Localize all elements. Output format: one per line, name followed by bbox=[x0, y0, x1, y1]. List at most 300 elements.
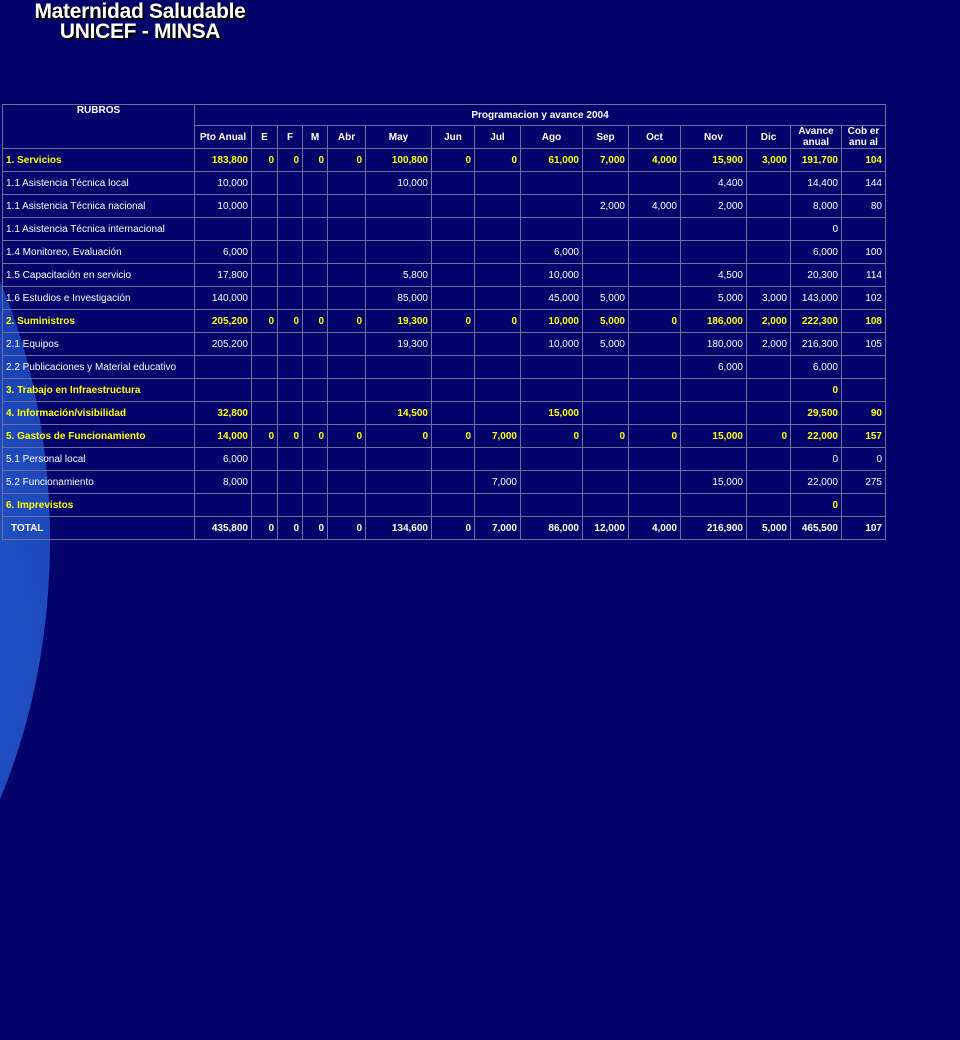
table-cell bbox=[432, 333, 475, 356]
table-cell bbox=[432, 471, 475, 494]
table-cell: 22,000 bbox=[791, 471, 842, 494]
table-cell bbox=[432, 218, 475, 241]
table-cell: 0 bbox=[475, 149, 521, 172]
table-cell bbox=[303, 471, 328, 494]
table-cell: 0 bbox=[475, 310, 521, 333]
table-cell: 45,000 bbox=[521, 287, 583, 310]
table-cell bbox=[583, 448, 629, 471]
row-label: 1.5 Capacitación en servicio bbox=[3, 264, 195, 287]
table-cell bbox=[475, 448, 521, 471]
table-cell bbox=[303, 379, 328, 402]
table-cell: 85,000 bbox=[366, 287, 432, 310]
column-header: M bbox=[303, 126, 328, 149]
table-cell bbox=[252, 402, 278, 425]
table-cell bbox=[475, 241, 521, 264]
table-cell bbox=[747, 402, 791, 425]
table-cell: 0 bbox=[328, 149, 366, 172]
table-row bbox=[3, 425, 886, 448]
table-cell bbox=[252, 241, 278, 264]
table-cell: 10,000 bbox=[521, 333, 583, 356]
table-cell bbox=[278, 195, 303, 218]
group-header: Programacion y avance 2004 bbox=[195, 105, 886, 126]
table-cell: 15,000 bbox=[521, 402, 583, 425]
table-cell bbox=[583, 218, 629, 241]
table-cell bbox=[475, 287, 521, 310]
table-cell bbox=[252, 494, 278, 517]
table-cell bbox=[328, 494, 366, 517]
table-cell bbox=[681, 218, 747, 241]
table-cell bbox=[747, 379, 791, 402]
table-cell: 0 bbox=[583, 425, 629, 448]
table-cell: 0 bbox=[842, 448, 886, 471]
table-row bbox=[3, 264, 886, 287]
table-cell: 0 bbox=[629, 310, 681, 333]
table-cell bbox=[278, 172, 303, 195]
table-cell bbox=[521, 195, 583, 218]
table-cell bbox=[432, 402, 475, 425]
column-header: Sep bbox=[583, 126, 629, 149]
table-cell: 108 bbox=[842, 310, 886, 333]
table-cell bbox=[432, 494, 475, 517]
table-cell: 8,000 bbox=[195, 471, 252, 494]
table-cell: 0 bbox=[252, 425, 278, 448]
table-cell: 15,000 bbox=[681, 425, 747, 448]
table-cell: 0 bbox=[328, 425, 366, 448]
table-cell bbox=[252, 172, 278, 195]
table-cell: 216,900 bbox=[681, 517, 747, 540]
page-title bbox=[0, 2, 280, 42]
table-cell: 86,000 bbox=[521, 517, 583, 540]
table-cell: 107 bbox=[842, 517, 886, 540]
table-cell bbox=[195, 356, 252, 379]
table-cell bbox=[629, 333, 681, 356]
table-cell bbox=[303, 402, 328, 425]
table-cell: 10,000 bbox=[366, 172, 432, 195]
table-cell: 6,000 bbox=[791, 356, 842, 379]
table-cell: 180,000 bbox=[681, 333, 747, 356]
table-cell: 32,800 bbox=[195, 402, 252, 425]
table-cell bbox=[366, 195, 432, 218]
table-cell: 4,000 bbox=[629, 149, 681, 172]
column-header: Ago bbox=[521, 126, 583, 149]
table-cell bbox=[432, 356, 475, 379]
column-header: E bbox=[252, 126, 278, 149]
table-row bbox=[3, 172, 886, 195]
row-label: 2.2 Publicaciones y Material educativo bbox=[3, 356, 195, 379]
table-cell bbox=[475, 494, 521, 517]
table-row bbox=[3, 149, 886, 172]
table-cell: 216,300 bbox=[791, 333, 842, 356]
column-header: Nov bbox=[681, 126, 747, 149]
row-label: 2. Suministros bbox=[3, 310, 195, 333]
table-cell bbox=[303, 333, 328, 356]
table-cell bbox=[583, 264, 629, 287]
table-cell: 7,000 bbox=[475, 425, 521, 448]
table-cell bbox=[366, 356, 432, 379]
table-cell bbox=[252, 218, 278, 241]
table-cell: 5,000 bbox=[583, 287, 629, 310]
table-cell bbox=[747, 448, 791, 471]
table-cell bbox=[583, 241, 629, 264]
row-label: 5.2 Funcionamiento bbox=[3, 471, 195, 494]
table-cell: 205,200 bbox=[195, 333, 252, 356]
table-cell: 0 bbox=[303, 310, 328, 333]
row-label: 5. Gastos de Funcionamiento bbox=[3, 425, 195, 448]
table-cell: 90 bbox=[842, 402, 886, 425]
table-cell: 14,400 bbox=[791, 172, 842, 195]
table-cell bbox=[747, 195, 791, 218]
table-cell bbox=[303, 241, 328, 264]
table-cell: 14,500 bbox=[366, 402, 432, 425]
row-label: 1.4 Monitoreo, Evaluación bbox=[3, 241, 195, 264]
table-cell bbox=[278, 264, 303, 287]
table-cell: 0 bbox=[252, 310, 278, 333]
table-cell: 0 bbox=[432, 425, 475, 448]
table-cell: 7,000 bbox=[475, 517, 521, 540]
table-cell: 2,000 bbox=[747, 310, 791, 333]
table-cell: 10,000 bbox=[521, 310, 583, 333]
table-cell: 0 bbox=[432, 149, 475, 172]
table-cell: 435,800 bbox=[195, 517, 252, 540]
column-header: Pto Anual bbox=[195, 126, 252, 149]
row-label: 1.6 Estudios e Investigación bbox=[3, 287, 195, 310]
column-header: Jun bbox=[432, 126, 475, 149]
table-cell: 5,000 bbox=[583, 310, 629, 333]
table-row bbox=[3, 218, 886, 241]
table-cell: 8,000 bbox=[791, 195, 842, 218]
column-header: Avance anual bbox=[791, 126, 842, 149]
row-label: 1.1 Asistencia Técnica local bbox=[3, 172, 195, 195]
table-cell: 4,400 bbox=[681, 172, 747, 195]
row-label: 5.1 Personal local bbox=[3, 448, 195, 471]
table-cell bbox=[303, 172, 328, 195]
table-cell: 205,200 bbox=[195, 310, 252, 333]
table-cell bbox=[747, 471, 791, 494]
table-cell bbox=[366, 379, 432, 402]
table-cell bbox=[278, 448, 303, 471]
table-cell: 80 bbox=[842, 195, 886, 218]
row-label: 4. Información/visibilidad bbox=[3, 402, 195, 425]
table-cell bbox=[195, 379, 252, 402]
table-cell: 0 bbox=[791, 448, 842, 471]
table-cell: 6,000 bbox=[521, 241, 583, 264]
table-cell bbox=[681, 448, 747, 471]
table-cell: 0 bbox=[278, 425, 303, 448]
table-cell: 0 bbox=[252, 517, 278, 540]
table-cell: 19,300 bbox=[366, 310, 432, 333]
table-cell bbox=[252, 356, 278, 379]
table-cell bbox=[328, 333, 366, 356]
table-cell bbox=[432, 195, 475, 218]
title-line-2: UNICEF - MINSA bbox=[59, 20, 221, 43]
table-cell: 6,000 bbox=[195, 448, 252, 471]
table-cell bbox=[366, 241, 432, 264]
table-cell: 465,500 bbox=[791, 517, 842, 540]
table-cell: 0 bbox=[432, 310, 475, 333]
table-cell bbox=[366, 448, 432, 471]
row-label: TOTAL bbox=[3, 517, 195, 540]
table-cell bbox=[747, 356, 791, 379]
table-cell: 0 bbox=[791, 494, 842, 517]
table-cell bbox=[521, 471, 583, 494]
table-cell bbox=[747, 494, 791, 517]
table-cell: 102 bbox=[842, 287, 886, 310]
table-cell bbox=[475, 356, 521, 379]
table-cell bbox=[681, 494, 747, 517]
table-cell: 275 bbox=[842, 471, 886, 494]
table-cell bbox=[328, 195, 366, 218]
table-cell bbox=[195, 494, 252, 517]
row-label: 3. Trabajo en Infraestructura bbox=[3, 379, 195, 402]
table-cell: 12,000 bbox=[583, 517, 629, 540]
row-label: 2.1 Equipos bbox=[3, 333, 195, 356]
row-label: 6. Imprevistos bbox=[3, 494, 195, 517]
table-row bbox=[3, 471, 886, 494]
table-cell bbox=[629, 172, 681, 195]
table-row bbox=[3, 379, 886, 402]
table-row bbox=[3, 494, 886, 517]
table-cell: 2,000 bbox=[747, 333, 791, 356]
row-label: 1.1 Asistencia Técnica nacional bbox=[3, 195, 195, 218]
table-cell bbox=[366, 218, 432, 241]
table-cell: 6,000 bbox=[195, 241, 252, 264]
table-cell bbox=[328, 172, 366, 195]
table-cell bbox=[629, 287, 681, 310]
table-cell bbox=[681, 379, 747, 402]
table-cell bbox=[303, 287, 328, 310]
table-cell: 0 bbox=[328, 517, 366, 540]
table-cell bbox=[252, 471, 278, 494]
table-cell bbox=[521, 218, 583, 241]
table-cell: 105 bbox=[842, 333, 886, 356]
column-header: Oct bbox=[629, 126, 681, 149]
table-cell bbox=[629, 402, 681, 425]
table-cell bbox=[475, 264, 521, 287]
table-cell bbox=[475, 333, 521, 356]
table-cell bbox=[842, 218, 886, 241]
table-cell bbox=[583, 172, 629, 195]
table-cell: 7,000 bbox=[475, 471, 521, 494]
table-cell bbox=[432, 448, 475, 471]
table-cell: 4,500 bbox=[681, 264, 747, 287]
table-cell bbox=[583, 356, 629, 379]
table-cell bbox=[278, 471, 303, 494]
column-header: Cob er anu al bbox=[842, 126, 886, 149]
table-cell bbox=[747, 241, 791, 264]
table-cell: 7,000 bbox=[583, 149, 629, 172]
table-cell bbox=[521, 379, 583, 402]
total-row bbox=[3, 517, 886, 540]
table-cell: 10,000 bbox=[521, 264, 583, 287]
table-cell: 6,000 bbox=[791, 241, 842, 264]
table-cell: 183,800 bbox=[195, 149, 252, 172]
table-cell bbox=[278, 402, 303, 425]
table-cell: 15,000 bbox=[681, 471, 747, 494]
table-cell: 61,000 bbox=[521, 149, 583, 172]
column-header: May bbox=[366, 126, 432, 149]
table-cell bbox=[521, 356, 583, 379]
table-row bbox=[3, 402, 886, 425]
table-cell: 143,000 bbox=[791, 287, 842, 310]
table-cell: 10,000 bbox=[195, 195, 252, 218]
table-cell bbox=[475, 218, 521, 241]
table-cell bbox=[747, 264, 791, 287]
table-cell bbox=[278, 356, 303, 379]
table-cell: 10,000 bbox=[195, 172, 252, 195]
table-cell bbox=[303, 218, 328, 241]
table-cell bbox=[303, 448, 328, 471]
table-cell: 2,000 bbox=[583, 195, 629, 218]
table-cell bbox=[432, 264, 475, 287]
table-cell: 22,000 bbox=[791, 425, 842, 448]
table-cell: 0 bbox=[366, 425, 432, 448]
table-cell: 0 bbox=[278, 310, 303, 333]
table-cell: 4,000 bbox=[629, 195, 681, 218]
table-cell bbox=[366, 494, 432, 517]
table-cell bbox=[629, 494, 681, 517]
table-cell bbox=[328, 241, 366, 264]
table-cell: 15,900 bbox=[681, 149, 747, 172]
column-header: Dic bbox=[747, 126, 791, 149]
table-cell bbox=[432, 241, 475, 264]
header-row-1 bbox=[3, 105, 886, 126]
table-cell: 3,000 bbox=[747, 287, 791, 310]
table-cell bbox=[747, 172, 791, 195]
table-row bbox=[3, 241, 886, 264]
table-cell bbox=[278, 287, 303, 310]
table-cell bbox=[432, 379, 475, 402]
table-cell bbox=[278, 333, 303, 356]
table-cell: 0 bbox=[278, 517, 303, 540]
table-cell: 0 bbox=[791, 379, 842, 402]
table-cell: 0 bbox=[629, 425, 681, 448]
table-cell: 17,800 bbox=[195, 264, 252, 287]
column-header: F bbox=[278, 126, 303, 149]
table-cell bbox=[303, 494, 328, 517]
column-header: Abr bbox=[328, 126, 366, 149]
table-cell bbox=[432, 172, 475, 195]
table-cell bbox=[328, 402, 366, 425]
table-cell bbox=[278, 379, 303, 402]
table-row bbox=[3, 333, 886, 356]
table-cell bbox=[328, 264, 366, 287]
table-cell bbox=[521, 448, 583, 471]
row-label: 1. Servicios bbox=[3, 149, 195, 172]
table-cell bbox=[303, 195, 328, 218]
table-cell: 186,000 bbox=[681, 310, 747, 333]
table-cell bbox=[303, 264, 328, 287]
table-cell: 144 bbox=[842, 172, 886, 195]
table-cell: 29,500 bbox=[791, 402, 842, 425]
table-cell bbox=[629, 379, 681, 402]
table-cell: 4,000 bbox=[629, 517, 681, 540]
row-label: 1.1 Asistencia Técnica internacional bbox=[3, 218, 195, 241]
table-cell bbox=[252, 448, 278, 471]
table-cell: 5,000 bbox=[681, 287, 747, 310]
table-cell bbox=[252, 264, 278, 287]
table-cell: 5,000 bbox=[583, 333, 629, 356]
table-cell bbox=[328, 218, 366, 241]
table-row bbox=[3, 310, 886, 333]
table-cell bbox=[629, 471, 681, 494]
rubros-header: RUBROS bbox=[3, 105, 195, 149]
table-cell: 0 bbox=[278, 149, 303, 172]
table-cell: 0 bbox=[791, 218, 842, 241]
table-cell bbox=[475, 379, 521, 402]
table-cell bbox=[278, 218, 303, 241]
table-cell bbox=[521, 172, 583, 195]
table-cell bbox=[475, 172, 521, 195]
table-cell: 0 bbox=[252, 149, 278, 172]
table-row bbox=[3, 195, 886, 218]
column-header: Jul bbox=[475, 126, 521, 149]
table-cell bbox=[842, 379, 886, 402]
table-cell bbox=[328, 471, 366, 494]
table-cell: 0 bbox=[747, 425, 791, 448]
table-cell: 0 bbox=[303, 149, 328, 172]
table-cell: 134,600 bbox=[366, 517, 432, 540]
table-cell: 104 bbox=[842, 149, 886, 172]
table-cell: 20,300 bbox=[791, 264, 842, 287]
table-cell bbox=[278, 494, 303, 517]
table-cell bbox=[521, 494, 583, 517]
table-cell: 100 bbox=[842, 241, 886, 264]
table-cell bbox=[629, 241, 681, 264]
table-cell bbox=[583, 379, 629, 402]
table-cell bbox=[681, 241, 747, 264]
table-cell: 0 bbox=[303, 517, 328, 540]
table-row bbox=[3, 287, 886, 310]
table-body bbox=[3, 149, 886, 540]
table-cell: 0 bbox=[521, 425, 583, 448]
table-cell bbox=[842, 356, 886, 379]
table-cell bbox=[195, 218, 252, 241]
table-cell bbox=[328, 356, 366, 379]
table-cell bbox=[583, 471, 629, 494]
table-cell bbox=[583, 402, 629, 425]
table-row bbox=[3, 356, 886, 379]
table-cell bbox=[681, 402, 747, 425]
table-cell bbox=[252, 379, 278, 402]
table-cell bbox=[366, 471, 432, 494]
table-cell bbox=[842, 494, 886, 517]
table-cell: 19,300 bbox=[366, 333, 432, 356]
table-cell: 100,800 bbox=[366, 149, 432, 172]
table-cell: 140,000 bbox=[195, 287, 252, 310]
table-cell: 0 bbox=[328, 310, 366, 333]
table-cell bbox=[328, 379, 366, 402]
table-cell bbox=[328, 448, 366, 471]
table-cell bbox=[475, 195, 521, 218]
table-cell bbox=[629, 264, 681, 287]
table-cell: 0 bbox=[432, 517, 475, 540]
table-row bbox=[3, 448, 886, 471]
table-cell bbox=[252, 287, 278, 310]
table-cell bbox=[475, 402, 521, 425]
table-cell: 157 bbox=[842, 425, 886, 448]
table-cell bbox=[747, 218, 791, 241]
table-cell bbox=[303, 356, 328, 379]
table-cell: 5,000 bbox=[747, 517, 791, 540]
table-cell: 3,000 bbox=[747, 149, 791, 172]
table-cell bbox=[583, 494, 629, 517]
table-cell: 5,800 bbox=[366, 264, 432, 287]
table-cell: 0 bbox=[303, 425, 328, 448]
table-cell bbox=[432, 287, 475, 310]
table-cell: 2,000 bbox=[681, 195, 747, 218]
table-cell bbox=[629, 356, 681, 379]
table-cell: 6,000 bbox=[681, 356, 747, 379]
